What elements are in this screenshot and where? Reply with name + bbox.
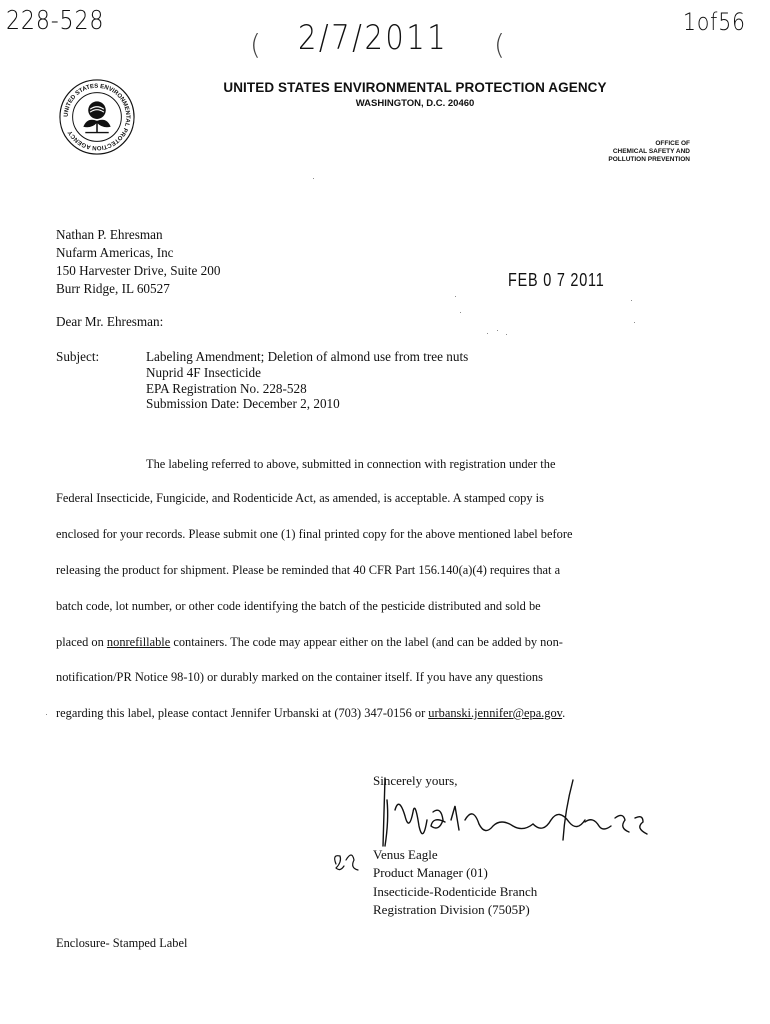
- body-line: batch code, lot number, or other code identifying the batch of the pesticide distributed and sold be: [56, 599, 541, 613]
- subject-line: Nuprid 4F Insecticide: [146, 364, 261, 380]
- subject-line: Labeling Amendment; Deletion of almond use from tree nuts: [146, 349, 469, 364]
- body-text: placed on: [56, 635, 107, 649]
- body-line: [56, 635, 563, 650]
- handwritten-doc-number: 228-528: [6, 6, 105, 36]
- signer-branch: Insecticide-Rodenticide Branch: [373, 883, 538, 899]
- svg-text:UNITED STATES ENVIRONMENTAL PR: UNITED STATES ENVIRONMENTAL PROTECTION AGENCY: [63, 83, 131, 151]
- body-line: releasing the product for shipment. Please be reminded that 40 CFR Part 156.140(a)(4) requires that a: [56, 563, 561, 577]
- address-line: Burr Ridge, IL 60527: [56, 281, 170, 296]
- subject-label: Subject:: [56, 349, 100, 364]
- address-line: Nufarm Americas, Inc: [56, 245, 174, 260]
- nonrefillable-underlined: nonrefillable: [106, 635, 171, 649]
- subject-line: EPA Registration No. 228-528: [146, 380, 307, 396]
- handwritten-paren-left: (: [250, 28, 261, 61]
- signer-name: Venus Eagle: [373, 847, 438, 862]
- signer-title: Product Manager (01): [373, 865, 488, 881]
- body-text: containers. The code may appear either on the label (and can be added by non-: [170, 635, 563, 649]
- enclosure-note: Enclosure- Stamped Label: [56, 936, 188, 950]
- body-text: .: [562, 706, 566, 720]
- agency-name: UNITED STATES ENVIRONMENTAL PROTECTION AGENCY: [223, 80, 607, 95]
- body-line: Federal Insecticide, Fungicide, and Rodenticide Act, as amended, is acceptable. A stamped copy is: [56, 491, 544, 505]
- office-line: OFFICE OF: [655, 140, 690, 147]
- handwritten-date: 2/7/2011: [298, 18, 449, 58]
- signer-division: Registration Division (7505P): [373, 901, 530, 917]
- salutation: Dear Mr. Ehresman:: [56, 314, 164, 329]
- office-line: CHEMICAL SAFETY AND: [612, 148, 690, 155]
- body-text: regarding this label, please contact Jennifer Urbanski at (703) 347-0156 or: [56, 706, 429, 720]
- body-line: enclosed for your records. Please submit one (1) final printed copy for the above mentioned label before: [56, 527, 573, 541]
- initials-icon: [330, 840, 370, 880]
- date-stamp: FEB 0 7 2011: [508, 270, 605, 290]
- office-name: [608, 140, 690, 164]
- contact-email-link[interactable]: urbanski.jennifer@epa.gov: [428, 706, 563, 720]
- recipient-address: [56, 226, 220, 298]
- handwritten-paren-right: (: [494, 28, 505, 61]
- address-line: Nathan P. Ehresman: [56, 227, 163, 242]
- body-line: [56, 706, 565, 721]
- epa-seal-icon: [58, 78, 136, 156]
- signer-block: [373, 846, 537, 919]
- subject-block: [146, 349, 468, 412]
- subject-line: Submission Date: December 2, 2010: [146, 396, 340, 412]
- office-line: POLLUTION PREVENTION: [608, 156, 690, 163]
- address-line: 150 Harvester Drive, Suite 200: [56, 263, 221, 278]
- handwritten-page-count: 1of56: [683, 8, 746, 36]
- closing: Sincerely yours,: [373, 773, 458, 788]
- agency-city: WASHINGTON, D.C. 20460: [355, 98, 475, 109]
- body-line: The labeling referred to above, submitted in connection with registration under the: [146, 457, 556, 471]
- body-line: notification/PR Notice 98-10) or durably marked on the container itself. If you have any questions: [56, 670, 543, 684]
